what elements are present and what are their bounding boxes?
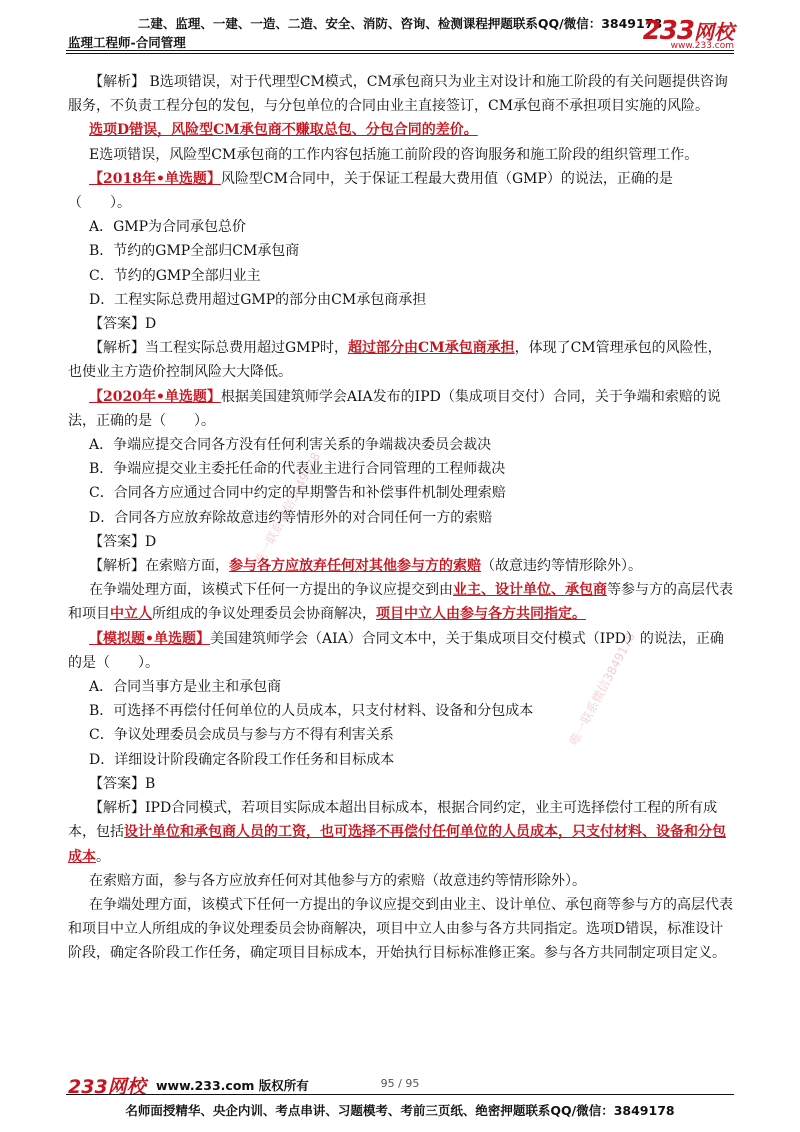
footer-site: www.233.com 版权所有	[156, 1078, 309, 1093]
page-header-subtitle: 监理工程师-合同管理	[68, 35, 186, 50]
option-item: D．合同各方应放弃除故意违约等情形外的对合同任何一方的索赔	[89, 509, 493, 526]
paragraph-highlight: 选项D错误，风险型CM承包商不赚取总包、分包合同的差价。	[89, 122, 478, 139]
explanation-continued: 在争端处理方面，该模式下任何一方提出的争议应提交到由业主、设计单位、承包商等参与方的高层代表和项目中立人所组成的争议处理委员会协商解决，项目中立人由参与各方共同指定。选项D错误，标准设计阶段，确定各阶段工作任务，确定项目目标成本，开始执行目标标准修正案。参与各方共同制定项目定义。	[68, 896, 733, 962]
option-item: D．工程实际总费用超过GMP的部分由CM承包商承担	[89, 291, 427, 308]
option-item: A．争端应提交合同各方没有任何利害关系的争端裁决委员会裁决	[89, 437, 492, 454]
watermark-text: 唯一联系微信3849178	[566, 630, 639, 748]
paragraph: E选项错误，风险型CM承包商的工作内容包括施工前阶段的咨询服务和施工阶段的组织管理工作。	[89, 146, 699, 163]
page-number: 95 / 95	[380, 1077, 420, 1090]
explanation: 【解析】IPD合同模式，若项目实际成本超出目标成本，根据合同约定，业主可选择偿付工程的所有成本，包括设计单位和承包商人员的工资，也可选择不再偿付任何单位的人员成本，只支付材料、设备和分包成本。	[68, 800, 726, 865]
option-item: C．争议处理委员会成员与参与方不得有利害关系	[89, 727, 394, 744]
brand-logo	[643, 16, 734, 51]
footer-logo: 233网校	[68, 1076, 146, 1098]
logo-url: www.233.com	[670, 41, 734, 51]
answer: 【答案】D	[89, 533, 157, 550]
question-tag: 【模拟题•单选题】	[89, 630, 210, 647]
option-item: A．合同当事方是业主和承包商	[89, 679, 282, 696]
option-item: B．可选择不再偿付任何单位的人员成本，只支付材料、设备和分包成本	[89, 703, 534, 720]
footer-bottom-line: 名师面授精华、央企内训、考点串讲、习题模考、考前三页纸、绝密押题联系QQ/微信：3849178	[125, 1103, 675, 1118]
question-tag: 【2020年•单选题】	[89, 388, 221, 405]
explanation: 【解析】在索赔方面，参与各方应放弃任何对其他参与方的索赔（故意违约等情形除外）。	[89, 558, 642, 575]
option-item: A．GMP为合同承包总价	[89, 219, 247, 236]
answer: 【答案】B	[89, 775, 156, 792]
explanation: 【解析】当工程实际总费用超过GMP时，超过部分由CM承包商承担，体现了CM管理承包的风险性，也使业主方造价控制风险大大降低。	[68, 340, 722, 381]
header-divider	[66, 50, 734, 51]
logo-number: 233	[642, 16, 694, 46]
option-item: B．节约的GMP全部归CM承包商	[89, 243, 300, 260]
answer: 【答案】D	[89, 316, 157, 333]
footer-divider	[66, 1094, 734, 1095]
option-item: C．节约的GMP全部归业主	[89, 267, 261, 284]
option-item: B．争端应提交业主委托任命的代表业主进行合同管理的工程师裁决	[89, 461, 506, 478]
question-2020: 【2020年•单选题】根据美国建筑师学会AIA发布的IPD（集成项目交付）合同，关于争端和索赔的说法，正确的是（ ）。	[68, 388, 721, 429]
option-item: C．合同各方应通过合同中约定的早期警告和补偿事件机制处理索赔	[89, 485, 506, 502]
paragraph: 【解析】 B选项错误，对于代理型CM模式，CM承包商只为业主对设计和施工阶段的有关问题提供咨询服务，不负责工程分包的发包，与分包单位的合同由业主直接签订，CM承包商不承担项目实施的风险。	[68, 74, 728, 115]
explanation-continued: 在争端处理方面，该模式下任何一方提出的争议应提交到由业主、设计单位、承包商等参与方的高层代表和项目中立人所组成的争议处理委员会协商解决，项目中立人由参与各方共同指定。	[68, 582, 733, 623]
explanation-continued: 在索赔方面，参与各方应放弃任何对其他参与方的索赔（故意违约等情形除外）。	[89, 872, 586, 889]
question-mock: 【模拟题•单选题】美国建筑师学会（AIA）合同文本中，关于集成项目交付模式（IPD）的说法，正确的是（ ）。	[68, 630, 724, 671]
option-item: D．详细设计阶段确定各阶段工作任务和目标成本	[89, 751, 395, 768]
page-header-top-line: 二建、监理、一建、一造、二造、安全、消防、咨询、检测课程押题联系QQ/微信：3849178	[137, 16, 663, 31]
watermark-text: 唯一联系微信3849178	[251, 450, 324, 568]
question-tag: 【2018年•单选题】	[89, 170, 221, 187]
question-2018: 【2018年•单选题】风险型CM合同中，关于保证工程最大费用值（GMP）的说法，正确的是（ ）。	[68, 170, 673, 212]
logo-text: 网校	[694, 20, 734, 44]
header-divider-thin	[66, 53, 734, 54]
document-body	[68, 70, 734, 966]
